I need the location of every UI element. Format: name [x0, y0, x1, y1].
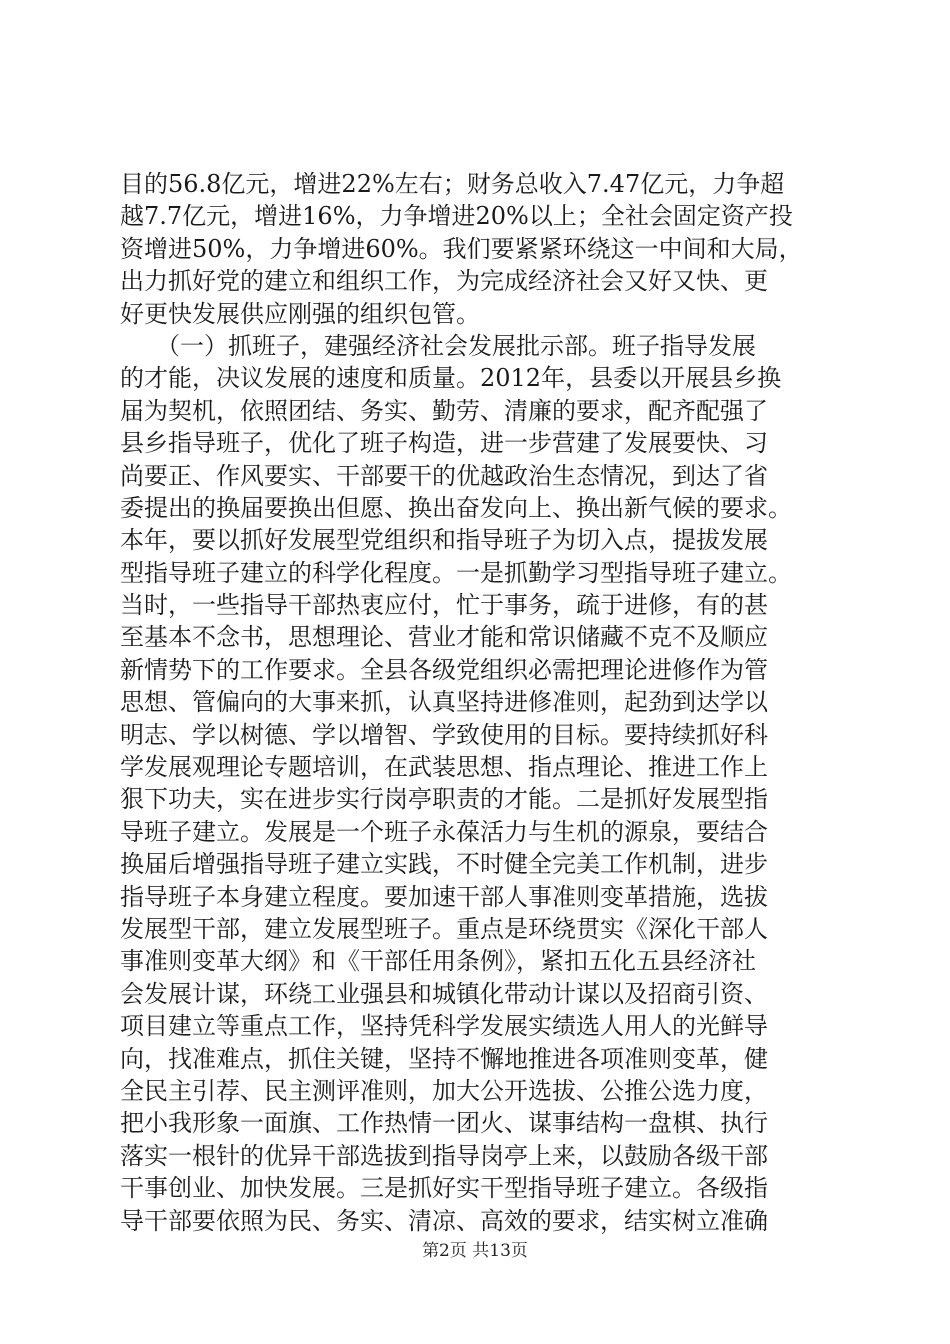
text-line: 干事创业、加快发展。三是抓好实干型指导班子建立。各级指	[120, 1174, 768, 1203]
text-line: 明志、学以树德、学以增智、学致使用的目标。要持续抓好科	[120, 720, 768, 749]
text-line: 县乡指导班子，优化了班子构造，进一步营建了发展要快、习	[120, 429, 768, 458]
text-line: 项目建立等重点工作，坚持凭科学发展实绩选人用人的光鲜导	[120, 1012, 768, 1041]
body-text	[120, 168, 835, 1237]
text-line: 思想、管偏向的大事来抓，认真坚持进修准则，起劲到达学以	[120, 688, 768, 717]
text-line: 导班子建立。发展是一个班子永葆活力与生机的源泉，要结合	[120, 817, 768, 846]
text-line: 越7.7亿元，增进16%，力争增进20%以上；全社会固定资产投	[120, 202, 793, 231]
text-line: 型指导班子建立的科学化程度。一是抓勤学习型指导班子建立。	[120, 558, 792, 587]
text-line: （一）抓班子，建强经济社会发展批示部。班子指导发展	[120, 331, 756, 360]
text-line: 届为契机，依照团结、务实、勤劳、清廉的要求，配齐配强了	[120, 396, 768, 425]
page-footer: 第2页 共13页	[422, 1241, 528, 1261]
text-line: 尚要正、作风要实、干部要干的优越政治生态情况，到达了省	[120, 461, 768, 490]
text-line: 换届后增强指导班子建立实践，不时健全完美工作机制，进步	[120, 850, 768, 879]
text-line: 好更快发展供应刚强的组织包管。	[120, 299, 480, 328]
text-line: 发展型干部，建立发展型班子。重点是环绕贯实《深化干部人	[120, 914, 768, 943]
text-line: 会发展计谋，环绕工业强县和城镇化带动计谋以及招商引资、	[120, 979, 768, 1008]
text-line: 目的56.8亿元，增进22%左右；财务总收入7.47亿元，力争超	[120, 170, 785, 198]
text-line: 至基本不念书，思想理论、营业才能和常识储藏不克不及顺应	[120, 623, 768, 652]
text-line: 向，找准难点，抓住关键，坚持不懈地推进各项准则变革，健	[120, 1044, 768, 1073]
text-line: 狠下功夫，实在进步实行岗亭职责的才能。二是抓好发展型指	[120, 785, 768, 814]
text-line: 全民主引荐、民主测评准则，加大公开选拔、公推公选力度，	[120, 1076, 768, 1105]
text-line: 委提出的换届要换出但愿、换出奋发向上、换出新气候的要求。	[120, 493, 792, 522]
text-line: 当时，一些指导干部热衷应付，忙于事务，疏于进修，有的甚	[120, 591, 768, 620]
text-line: 落实一根针的优异干部选拔到指导岗亭上来，以鼓励各级干部	[120, 1141, 768, 1170]
text-line: 本年，要以抓好发展型党组织和指导班子为切入点，提拔发展	[120, 526, 768, 555]
text-line: 资增进50%，力争增进60%。我们要紧紧环绕这一中间和大局，	[120, 234, 803, 263]
text-line: 导干部要依照为民、务实、清凉、高效的要求，结实树立准确	[120, 1206, 768, 1235]
text-line: 新情势下的工作要求。全县各级党组织必需把理论进修作为管	[120, 655, 768, 684]
text-line: 出力抓好党的建立和组织工作，为完成经济社会又好又快、更	[120, 267, 768, 296]
text-line: 指导班子本身建立程度。要加速干部人事准则变革措施，选拔	[120, 882, 768, 911]
text-line: 学发展观理论专题培训，在武装思想、指点理论、推进工作上	[120, 753, 768, 782]
text-line: 的才能，决议发展的速度和质量。2012年，县委以开展县乡换	[120, 364, 782, 393]
text-line: 把小我形象一面旗、工作热情一团火、谋事结构一盘棋、执行	[120, 1109, 768, 1138]
text-line: 事准则变革大纲》和《干部任用条例》，紧扣五化五县经济社	[120, 947, 756, 976]
